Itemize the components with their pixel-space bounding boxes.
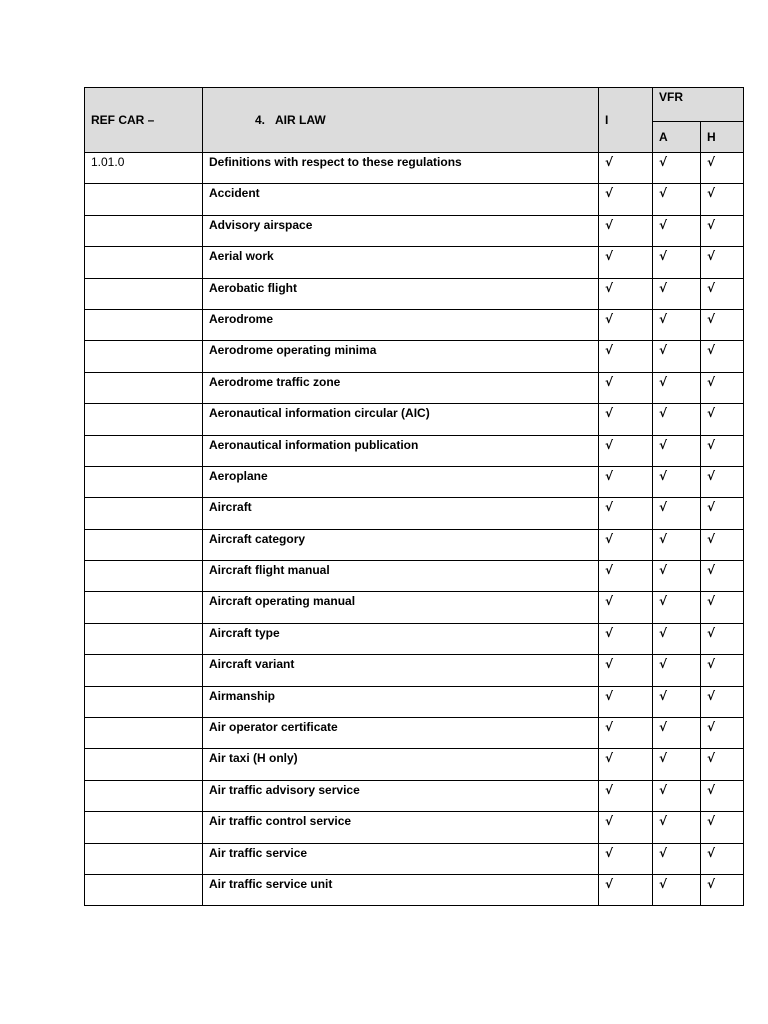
item-label-cell: Air traffic advisory service bbox=[203, 780, 599, 811]
table-body bbox=[85, 153, 744, 906]
table-row bbox=[85, 529, 744, 560]
ref-code-cell bbox=[85, 561, 203, 592]
column-a-check: √ bbox=[653, 153, 701, 184]
item-label-cell: Aeroplane bbox=[203, 466, 599, 497]
column-a-check: √ bbox=[653, 843, 701, 874]
column-a-check: √ bbox=[653, 309, 701, 340]
column-i-check: √ bbox=[599, 623, 653, 654]
column-a-check: √ bbox=[653, 874, 701, 905]
ref-code-cell bbox=[85, 874, 203, 905]
ref-code-cell bbox=[85, 718, 203, 749]
column-h-check: √ bbox=[701, 278, 744, 309]
column-i-check: √ bbox=[599, 812, 653, 843]
ref-code-cell bbox=[85, 309, 203, 340]
column-i-check: √ bbox=[599, 529, 653, 560]
column-i-check: √ bbox=[599, 655, 653, 686]
column-i-check: √ bbox=[599, 278, 653, 309]
column-h-check: √ bbox=[701, 592, 744, 623]
item-label-cell: Aircraft variant bbox=[203, 655, 599, 686]
column-a-check: √ bbox=[653, 623, 701, 654]
column-a-check: √ bbox=[653, 718, 701, 749]
column-i-check: √ bbox=[599, 874, 653, 905]
item-label-cell: Aerodrome operating minima bbox=[203, 341, 599, 372]
item-label-cell: Aeronautical information publication bbox=[203, 435, 599, 466]
item-label-cell: Aircraft type bbox=[203, 623, 599, 654]
item-label-cell: Air traffic control service bbox=[203, 812, 599, 843]
column-i-check: √ bbox=[599, 309, 653, 340]
table-row bbox=[85, 341, 744, 372]
column-h-check: √ bbox=[701, 498, 744, 529]
table-row bbox=[85, 718, 744, 749]
column-a-check: √ bbox=[653, 278, 701, 309]
item-label-cell: Aerodrome traffic zone bbox=[203, 372, 599, 403]
column-h-check: √ bbox=[701, 466, 744, 497]
column-i-check: √ bbox=[599, 749, 653, 780]
section-number: 4. bbox=[255, 113, 266, 127]
item-label-cell: Aircraft category bbox=[203, 529, 599, 560]
column-a-check: √ bbox=[653, 498, 701, 529]
item-label-cell: Air operator certificate bbox=[203, 718, 599, 749]
column-a-check: √ bbox=[653, 372, 701, 403]
table-row bbox=[85, 843, 744, 874]
ref-code-cell bbox=[85, 623, 203, 654]
table-row bbox=[85, 278, 744, 309]
table-row bbox=[85, 874, 744, 905]
column-a-check: √ bbox=[653, 655, 701, 686]
item-label-cell: Aircraft bbox=[203, 498, 599, 529]
column-i-check: √ bbox=[599, 718, 653, 749]
column-i-check: √ bbox=[599, 153, 653, 184]
ref-code-cell bbox=[85, 278, 203, 309]
item-label-cell: Aerodrome bbox=[203, 309, 599, 340]
column-i-check: √ bbox=[599, 843, 653, 874]
column-a-header bbox=[653, 122, 701, 153]
column-i-check: √ bbox=[599, 466, 653, 497]
column-h-check: √ bbox=[701, 404, 744, 435]
column-h-check: √ bbox=[701, 812, 744, 843]
column-a-check: √ bbox=[653, 435, 701, 466]
column-a-check: √ bbox=[653, 341, 701, 372]
column-a-check: √ bbox=[653, 812, 701, 843]
column-a-check: √ bbox=[653, 592, 701, 623]
item-label-cell: Air taxi (H only) bbox=[203, 749, 599, 780]
table-row bbox=[85, 655, 744, 686]
column-i-label: I bbox=[605, 113, 609, 127]
column-a-check: √ bbox=[653, 247, 701, 278]
column-h-header bbox=[701, 122, 744, 153]
table-row bbox=[85, 780, 744, 811]
column-i-check: √ bbox=[599, 215, 653, 246]
column-a-check: √ bbox=[653, 404, 701, 435]
table-row bbox=[85, 749, 744, 780]
column-h-check: √ bbox=[701, 561, 744, 592]
item-label-cell: Advisory airspace bbox=[203, 215, 599, 246]
column-i-check: √ bbox=[599, 247, 653, 278]
column-h-check: √ bbox=[701, 215, 744, 246]
column-a-check: √ bbox=[653, 749, 701, 780]
item-label-cell: Aircraft flight manual bbox=[203, 561, 599, 592]
table-row bbox=[85, 247, 744, 278]
column-i-check: √ bbox=[599, 184, 653, 215]
column-i-header bbox=[599, 88, 653, 153]
ref-code-cell bbox=[85, 215, 203, 246]
column-h-check: √ bbox=[701, 655, 744, 686]
ref-car-label: REF CAR – bbox=[91, 113, 155, 127]
column-h-check: √ bbox=[701, 309, 744, 340]
column-i-check: √ bbox=[599, 372, 653, 403]
column-h-check: √ bbox=[701, 341, 744, 372]
column-i-check: √ bbox=[599, 592, 653, 623]
ref-code-cell bbox=[85, 466, 203, 497]
column-h-check: √ bbox=[701, 780, 744, 811]
column-a-check: √ bbox=[653, 466, 701, 497]
column-h-check: √ bbox=[701, 749, 744, 780]
column-h-check: √ bbox=[701, 529, 744, 560]
column-h-check: √ bbox=[701, 623, 744, 654]
column-i-check: √ bbox=[599, 404, 653, 435]
ref-code-cell: 1.01.0 bbox=[85, 153, 203, 184]
column-a-check: √ bbox=[653, 561, 701, 592]
item-label-cell: Aeronautical information circular (AIC) bbox=[203, 404, 599, 435]
item-label-cell: Air traffic service bbox=[203, 843, 599, 874]
ref-code-cell bbox=[85, 655, 203, 686]
column-h-check: √ bbox=[701, 843, 744, 874]
ref-code-cell bbox=[85, 341, 203, 372]
column-a-check: √ bbox=[653, 686, 701, 717]
ref-code-cell bbox=[85, 812, 203, 843]
table-row bbox=[85, 812, 744, 843]
column-h-check: √ bbox=[701, 184, 744, 215]
column-a-check: √ bbox=[653, 184, 701, 215]
column-h-label: H bbox=[707, 130, 716, 144]
table-row bbox=[85, 372, 744, 403]
column-h-check: √ bbox=[701, 372, 744, 403]
column-i-check: √ bbox=[599, 435, 653, 466]
ref-code-cell bbox=[85, 372, 203, 403]
section-title-header bbox=[203, 88, 599, 153]
ref-code-cell bbox=[85, 749, 203, 780]
column-a-check: √ bbox=[653, 529, 701, 560]
table-row bbox=[85, 404, 744, 435]
table-row bbox=[85, 435, 744, 466]
table-row bbox=[85, 592, 744, 623]
ref-code-cell bbox=[85, 529, 203, 560]
ref-code-cell bbox=[85, 435, 203, 466]
ref-code-cell bbox=[85, 843, 203, 874]
table-row bbox=[85, 498, 744, 529]
table-row bbox=[85, 686, 744, 717]
column-h-check: √ bbox=[701, 435, 744, 466]
table-row bbox=[85, 184, 744, 215]
item-label-cell: Aerobatic flight bbox=[203, 278, 599, 309]
syllabus-table bbox=[84, 87, 744, 906]
table-row bbox=[85, 561, 744, 592]
table-row bbox=[85, 153, 744, 184]
column-i-check: √ bbox=[599, 498, 653, 529]
column-i-check: √ bbox=[599, 686, 653, 717]
item-label-cell: Accident bbox=[203, 184, 599, 215]
column-h-check: √ bbox=[701, 874, 744, 905]
ref-code-cell bbox=[85, 184, 203, 215]
ref-code-cell bbox=[85, 686, 203, 717]
table-row bbox=[85, 466, 744, 497]
section-title: AIR LAW bbox=[275, 113, 326, 127]
column-h-check: √ bbox=[701, 247, 744, 278]
ref-code-cell bbox=[85, 247, 203, 278]
item-label-cell: Definitions with respect to these regulations bbox=[203, 153, 599, 184]
column-a-check: √ bbox=[653, 780, 701, 811]
item-label-cell: Aerial work bbox=[203, 247, 599, 278]
table-row bbox=[85, 623, 744, 654]
column-h-check: √ bbox=[701, 718, 744, 749]
vfr-header bbox=[653, 88, 744, 122]
column-h-check: √ bbox=[701, 686, 744, 717]
ref-code-cell bbox=[85, 498, 203, 529]
item-label-cell: Aircraft operating manual bbox=[203, 592, 599, 623]
ref-car-header bbox=[85, 88, 203, 153]
table-row bbox=[85, 215, 744, 246]
table-header bbox=[85, 88, 744, 153]
table-row bbox=[85, 309, 744, 340]
column-a-label: A bbox=[659, 130, 668, 144]
column-a-check: √ bbox=[653, 215, 701, 246]
ref-code-cell bbox=[85, 592, 203, 623]
column-h-check: √ bbox=[701, 153, 744, 184]
item-label-cell: Airmanship bbox=[203, 686, 599, 717]
item-label-cell: Air traffic service unit bbox=[203, 874, 599, 905]
column-i-check: √ bbox=[599, 561, 653, 592]
ref-code-cell bbox=[85, 780, 203, 811]
column-i-check: √ bbox=[599, 780, 653, 811]
vfr-label: VFR bbox=[659, 90, 683, 104]
ref-code-cell bbox=[85, 404, 203, 435]
column-i-check: √ bbox=[599, 341, 653, 372]
